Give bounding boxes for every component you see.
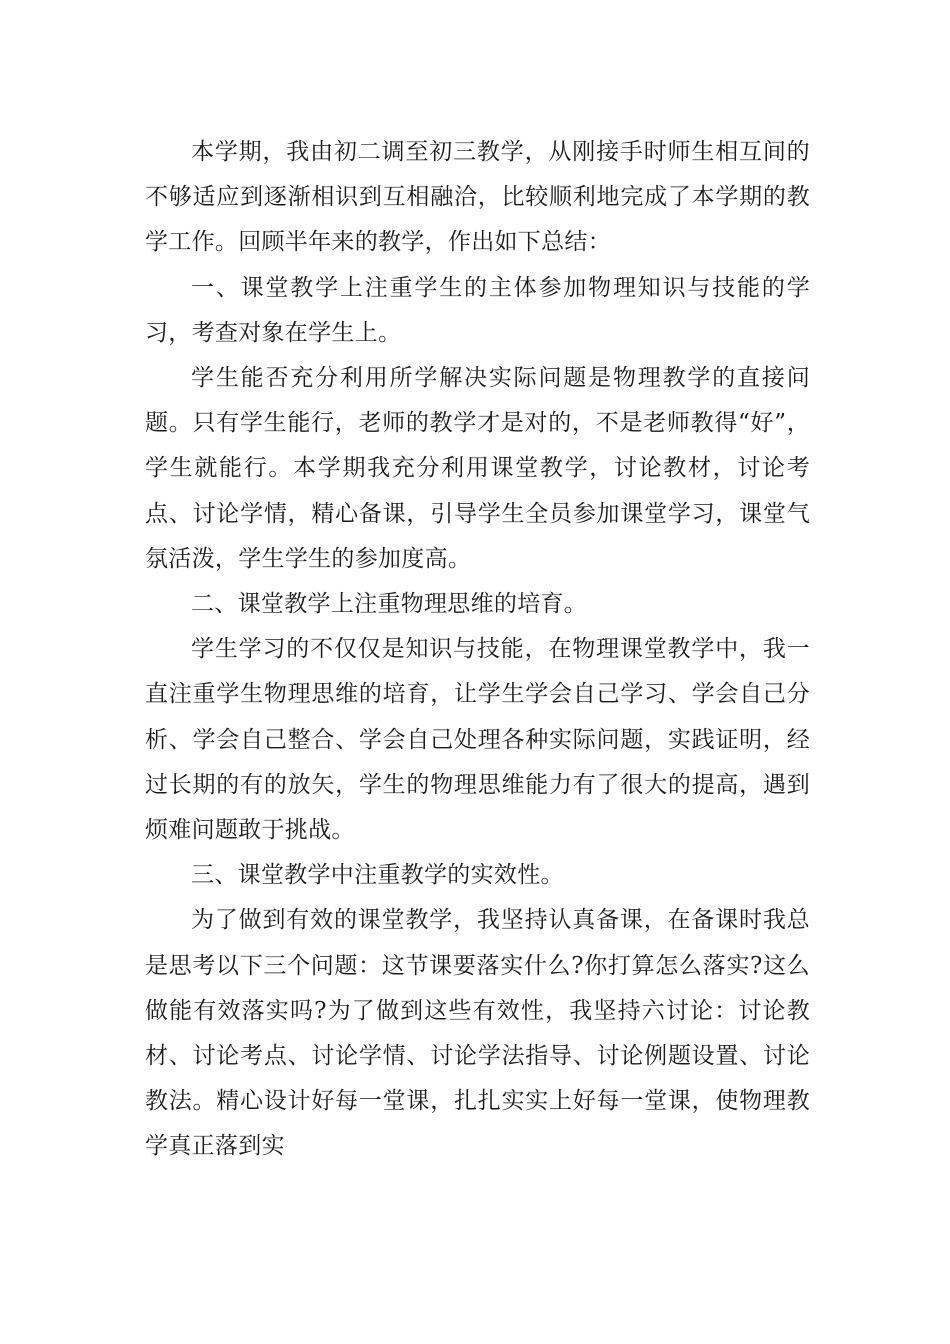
section-heading-1: 一、课堂教学上注重学生的主体参加物理知识与技能的学习，考查对象在学生上。 <box>145 274 810 346</box>
section-heading-2: 二、课堂教学上注重物理思维的培育。 <box>191 591 588 618</box>
paragraph-section-2: 学生学习的不仅仅是知识与技能，在物理课堂教学中，我一直注重学生物理思维的培育，让学生学会自己学习、学会自己分析、学会自己整合、学会自己处理各种实际问题，实践证明，经过长期的有的放矢，学生的物理思维能力有了很大的提高，遇到烦难问题敢于挑战。 <box>145 636 810 844</box>
section-heading-3: 三、课堂教学中注重教学的实效性。 <box>191 862 564 889</box>
paragraph-intro: 本学期，我由初二调至初三教学，从刚接手时师生相互间的不够适应到逐渐相识到互相融洽，比较顺利地完成了本学期的教学工作。回顾半年来的教学，作出如下总结： <box>145 139 810 256</box>
document-body <box>145 130 810 1170</box>
paragraph-section-3: 为了做到有效的课堂教学，我坚持认真备课，在备课时我总是思考以下三个问题：这节课要落实什么?你打算怎么落实?这么做能有效落实吗?为了做到这些有效性，我坚持六讨论：讨论教材、讨论考点、讨论学情、讨论学法指导、讨论例题设置、讨论教法。精心设计好每一堂课，扎扎实实上好每一堂课，使物理教学真正落到实 <box>145 907 810 1160</box>
paragraph-section-1: 学生能否充分利用所学解决实际问题是物理教学的直接问题。只有学生能行，老师的教学才是对的，不是老师教得“好”，学生就能行。本学期我充分利用课堂教学，讨论教材，讨论考点、讨论学情，精心备课，引导学生全员参加课堂学习，课堂气氛活泼，学生学生的参加度高。 <box>145 365 810 572</box>
